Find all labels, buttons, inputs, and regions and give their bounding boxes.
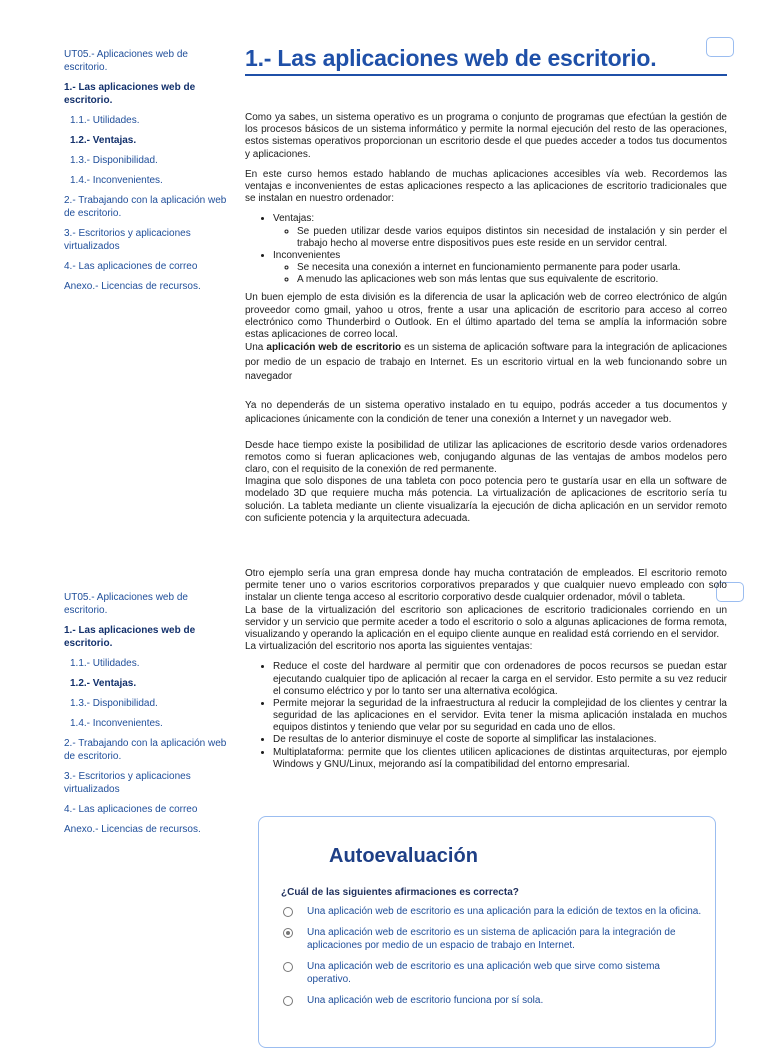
quiz-option-label[interactable]: Una aplicación web de escritorio funciona por sí sola. <box>307 995 544 1006</box>
page-title: 1.- Las aplicaciones web de escritorio. <box>245 44 727 76</box>
toc-item-section-3[interactable]: 3.- Escritorios y aplicaciones virtualizados <box>64 228 191 252</box>
paragraph-example-mail: Un buen ejemplo de esta división es la diferencia de usar la aplicación web de correo electrónico de algún proveedor como gmail, yahoo u otros, frente a usar una aplicación de escritorio para acceso al correo electrónico como Thunderbird o Outlook. En el último apartado del tema se amplía la información sobre estas aplicaciones de correo local. <box>245 292 727 341</box>
quiz-option[interactable] <box>283 926 703 952</box>
pros-cons-list <box>245 213 727 286</box>
list-subitem: ◦ Se necesita una conexión a internet en funcionamiento permanente para poder usarla. <box>297 262 727 274</box>
paragraph-remote: Desde hace tiempo existe la posibilidad de utilizar las aplicaciones de escritorio desde varios ordenadores remotos como si fueran aplicaciones web, conjugando algunas de las ventajas de ambos modelos pero claro, con el requisito de la conexión de red permanente. <box>245 439 727 476</box>
quiz-question: ¿Cuál de las siguientes afirmaciones es correcta? <box>281 887 519 898</box>
advantages-list <box>245 661 727 771</box>
radio-button[interactable] <box>283 962 293 972</box>
paragraph-definition: Una aplicación web de escritorio es un sistema de aplicación software para la integración de aplicaciones por medio de un espacio de trabajo en Internet. Es un escritorio virtual en la web funcionando sobre un navegador <box>245 342 727 383</box>
quiz-option[interactable] <box>283 960 703 986</box>
toc-item-anexo[interactable]: Anexo.- Licencias de recursos. <box>64 281 201 292</box>
toc-item-inconvenientes[interactable]: 1.4.- Inconvenientes. <box>70 718 163 729</box>
quiz-title: Autoevaluación <box>329 845 478 867</box>
quiz-option[interactable] <box>283 905 703 918</box>
toc-item-section-4[interactable]: 4.- Las aplicaciones de correo <box>64 804 198 815</box>
page2-content <box>245 568 727 777</box>
list-item-ventajas: • Ventajas: ◦ Se pueden utilizar desde varios equipos distintos sin necesidad de instalación y sin perder el trabajo hecho al moverse entre dispositivos pues este reside en un servidor central. <box>273 213 727 250</box>
paragraph-web-apps: En este curso hemos estado hablando de muchas aplicaciones accesibles vía web. Recordemos las ventajas e inconvenientes de estas aplicaciones respecto a las aplicaciones de escritorio tradicionales que se instalan en nuestro ordenador: <box>245 168 727 205</box>
toc-item-utilidades[interactable]: 1.1.- Utilidades. <box>70 658 140 669</box>
quiz-options <box>283 905 703 1015</box>
list-item: • Reduce el coste del hardware al permitir que con ordenadores de pocos recursos se puedan estar ejecutando cualquier tipo de aplicación al recaer la carga en el servidor. Esto permite a su vez reducir el consumo eléctrico y por lo tanto ser una alternativa ecológica. <box>273 661 727 698</box>
quiz-option-label[interactable]: Una aplicación web de escritorio es una aplicación para la edición de textos en la oficina. <box>307 906 702 917</box>
list-item: • De resultas de lo anterior disminuye el coste de soporte al simplificar las instalaciones. <box>273 734 727 746</box>
radio-button-selected[interactable] <box>283 928 293 938</box>
paragraph-no-os: Ya no dependerás de un sistema operativo instalado en tu equipo, podrás acceder a tus documentos y aplicaciones únicamente con la condición de tener una conexión a Internet y un navegador web. <box>245 399 727 426</box>
toc-item-ventajas[interactable]: 1.2.- Ventajas. <box>70 135 137 146</box>
list-subitem: ◦ A menudo las aplicaciones web son más lentas que sus equivalente de escritorio. <box>297 274 727 286</box>
sidebar-toc-page2 <box>64 591 230 843</box>
toc-item-disponibilidad[interactable]: 1.3.- Disponibilidad. <box>70 155 158 166</box>
toc-item-ventajas[interactable]: 1.2.- Ventajas. <box>70 678 137 689</box>
toc-item-section-3[interactable]: 3.- Escritorios y aplicaciones virtualizados <box>64 771 191 795</box>
paragraph-company: Otro ejemplo sería una gran empresa donde hay mucha contratación de empleados. El escritorio remoto permite tener uno o varios escritorios corporativos preparados y que cualquier nuevo empleado con solo instalar un cliente tenga acceso al escritorio corporativo desde cualquier ordenador, móvil o tableta. <box>245 568 727 604</box>
quiz-option-label[interactable]: Una aplicación web de escritorio es un sistema de aplicación para la integración de aplicaciones por medio de un espacio de trabajo en Internet. <box>307 927 676 951</box>
quiz-option-label[interactable]: Una aplicación web de escritorio es una aplicación web que sirve como sistema operativo. <box>307 961 660 985</box>
list-item: • Multiplataforma: permite que los clientes utilicen aplicaciones de distintas arquitecturas, por ejemplo Windows y GNU/Linux, mejorando así la compatibilidad del entorno empresarial. <box>273 747 727 771</box>
toc-item-unit[interactable]: UT05.- Aplicaciones web de escritorio. <box>64 49 188 73</box>
paragraph-intro: Como ya sabes, un sistema operativo es un programa o conjunto de programas que efectúan la gestión de los procesos básicos de un sistema informático y permite la normal ejecución del resto de las operaciones, estos sistemas operativos proporcionan un escritorio desde el que puedes acceder a todos tus documentos y aplicaciones. <box>245 112 727 160</box>
paragraph-virtualization-base: La base de la virtualización del escritorio son aplicaciones de escritorio tradicionales corriendo en un servidor y un servicio que permite aceder a todo el escritorio o solo a algunas aplicaciones de forma remota, visualizando y operando la aplicación en el equipo cliente aunque en realidad está corriendo en el servidor. <box>245 604 727 640</box>
radio-button[interactable] <box>283 907 293 917</box>
radio-button[interactable] <box>283 996 293 1006</box>
toc-item-inconvenientes[interactable]: 1.4.- Inconvenientes. <box>70 175 163 186</box>
toc-item-unit[interactable]: UT05.- Aplicaciones web de escritorio. <box>64 592 188 616</box>
list-item: • Permite mejorar la seguridad de la infraestructura al reducir la complejidad de los clientes y centrar la seguridad de las aplicaciones en el servidor. Evita tener la misma aplicación instalada en muchos equipos distintos y teniendo que velar por su seguridad en cada uno de ellos. <box>273 698 727 735</box>
paragraph-tablet: Imagina que solo dispones de una tableta con poco potencia pero te gustaría usar en ella un software de modelado 3D que requiere mucha más potencia. La virtualización de aplicaciones de escritorio sería tu solución. La tableta mediante un cliente visualizaría la ejecución de dicha aplicación en un servidor remoto con suficiente potencia y la arquitectura adecuada. <box>245 476 727 524</box>
toc-item-anexo[interactable]: Anexo.- Licencias de recursos. <box>64 824 201 835</box>
paragraph-advantages-intro: La virtualización del escritorio nos aporta las siguientes ventajas: <box>245 641 533 653</box>
toc-item-disponibilidad[interactable]: 1.3.- Disponibilidad. <box>70 698 158 709</box>
toc-item-section-2[interactable]: 2.- Trabajando con la aplicación web de escritorio. <box>64 738 227 762</box>
toc-item-section-2[interactable]: 2.- Trabajando con la aplicación web de escritorio. <box>64 195 227 219</box>
toc-item-section-1[interactable]: 1.- Las aplicaciones web de escritorio. <box>64 625 196 649</box>
self-assessment-box <box>258 816 716 1048</box>
quiz-option[interactable] <box>283 994 703 1007</box>
toc-item-utilidades[interactable]: 1.1.- Utilidades. <box>70 115 140 126</box>
toc-item-section-1[interactable]: 1.- Las aplicaciones web de escritorio. <box>64 82 196 106</box>
toc-item-section-4[interactable]: 4.- Las aplicaciones de correo <box>64 261 198 272</box>
page1-content <box>245 44 727 533</box>
sidebar-toc-page1 <box>64 48 230 300</box>
list-item-inconvenientes: • Inconvenientes ◦ Se necesita una conexión a internet en funcionamiento permanente para poder usarla. ◦ A menudo las aplicaciones web son más lentas que sus equivalente de escritorio. <box>273 250 727 287</box>
list-subitem: ◦ Se pueden utilizar desde varios equipos distintos sin necesidad de instalación y sin perder el trabajo hecho al moverse entre dispositivos pues este reside en un servidor central. <box>297 226 727 250</box>
